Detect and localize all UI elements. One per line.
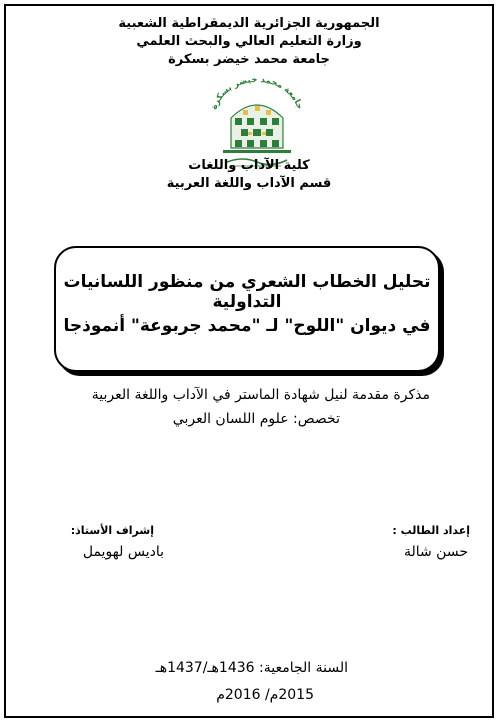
academic-year-gregorian: 2015م/ 2016م — [216, 687, 314, 703]
supervisor-label: إشراف الأستاذ: — [70, 524, 154, 537]
department-heading: قسم الآداب واللغة العربية — [166, 176, 332, 191]
crest-arc-text: جامعة محمد خيضر بسكرة — [209, 74, 305, 111]
student-name: حسن شالة — [403, 544, 468, 560]
supervisor-name: باديس لهويمل — [82, 544, 164, 560]
republic-heading: الجمهورية الجزائرية الديمقراطية الشعبية — [118, 16, 380, 31]
student-label: إعداد الطالب : — [392, 524, 470, 537]
specialty-line: تخصص: علوم اللسان العربي — [172, 411, 340, 427]
university-heading: جامعة محمد خيضر بسكرة — [168, 52, 330, 67]
thesis-title-line2: في ديوان "اللوح" لـ "محمد جربوعة" أنموذجا — [63, 316, 431, 336]
faculty-heading: كلية الآداب واللغات — [188, 158, 310, 173]
cover-page — [4, 4, 494, 718]
university-crest-icon — [203, 74, 311, 170]
thesis-title-line1: تحليل الخطاب الشعري من منظور اللسانيات التداولية — [63, 272, 431, 312]
crest-graphic — [203, 74, 311, 170]
degree-statement: مذكرة مقدمة لنيل شهادة الماستر في الآداب واللغة العربية — [91, 387, 430, 403]
ministry-heading: وزارة التعليم العالي والبحث العلمي — [136, 34, 362, 49]
academic-year-hijri: السنة الجامعية: 1436هـ/1437هـ — [155, 660, 348, 676]
thesis-title-box — [54, 246, 440, 372]
